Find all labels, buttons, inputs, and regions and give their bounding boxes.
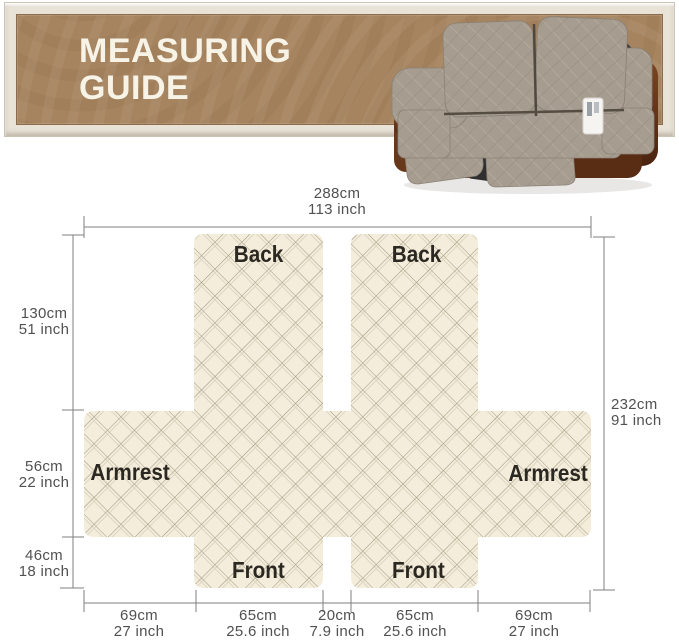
measure-bottom-65-left: 65cm 25.6 inch — [226, 607, 290, 640]
panel-label-front-right: Front — [391, 557, 445, 583]
panel-label-back-left: Back — [233, 241, 283, 267]
measure-right-inch: 91 inch — [611, 411, 662, 429]
measure-top — [262, 186, 412, 217]
measure-bottom-69-right: 69cm 27 inch — [508, 607, 560, 640]
measure-right — [611, 397, 675, 428]
top-dimension-line — [84, 216, 591, 238]
measure-bottom-65-right: 65cm 25.6 inch — [383, 607, 447, 640]
measure-top-inch: 113 inch — [308, 200, 366, 218]
panel-label-front-left: Front — [231, 557, 285, 583]
title-line-1: MEASURING — [79, 32, 292, 70]
panel-label-armrest-right: Armrest — [508, 460, 588, 486]
measure-top-cm: 288cm — [313, 185, 361, 202]
measure-bottom-69-left: 69cm 27 inch — [113, 607, 165, 640]
measure-right-cm: 232cm — [611, 396, 658, 413]
measure-left-130: 130cm 51 inch — [18, 305, 70, 338]
left-dimension-line — [60, 235, 84, 588]
measure-left-46: 46cm 18 inch — [18, 547, 70, 580]
measure-left-56: 56cm 22 inch — [18, 458, 70, 491]
measure-bottom-20: 20cm 7.9 inch — [309, 607, 365, 640]
title-line-2: GUIDE — [79, 69, 190, 107]
panel-label-back-right: Back — [391, 241, 441, 267]
panel-label-armrest-left: Armrest — [90, 459, 170, 485]
cover-outline — [84, 234, 591, 588]
